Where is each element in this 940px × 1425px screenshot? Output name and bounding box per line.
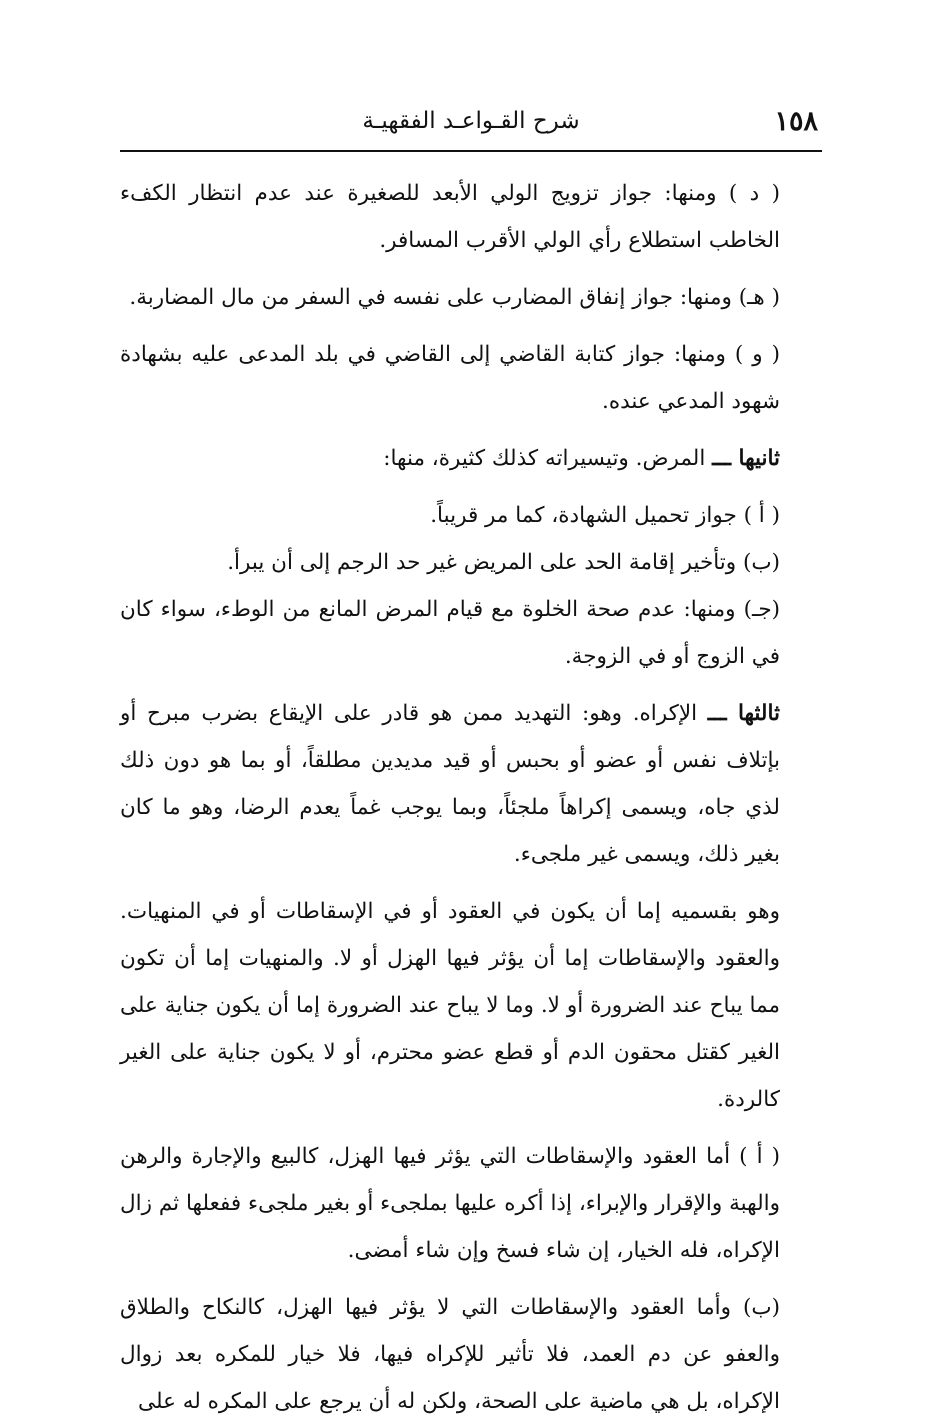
paragraph-b-hadd xyxy=(120,539,818,586)
paragraph-text: (ب) وأما العقود والإسقاطات التي لا يؤثر فيها الهزل، كالنكاح والطلاق والعفو عن دم العمد، فلا تأثير للإكراه فيها، فلا خيار للمكره بعد زوال الإكراه، بل هي ماضية على الصحة، ولكن له أن يرجع على المكره له على xyxy=(120,1295,780,1414)
page-header xyxy=(120,104,822,152)
paragraph-text: ( و ) ومنها: جواز كتابة القاضي إلى القاضي في بلد المدعى عليه بشهادة شهود المدعي عنده. xyxy=(120,342,780,414)
paragraph-a-contracts xyxy=(120,1133,818,1274)
paragraph-lead: ثالثها ـــ xyxy=(707,701,780,726)
page-number: ١٥٨ xyxy=(774,106,818,137)
paragraph-w-qadi xyxy=(120,331,818,425)
paragraph-text: ( أ ) جواز تحميل الشهادة، كما مر قريباً. xyxy=(430,503,780,528)
paragraph-text: المرض. وتيسيراته كذلك كثيرة، منها: xyxy=(383,446,713,471)
paragraph-text: ( د ) ومنها: جواز تزويج الولي الأبعد للصغيرة عند عدم انتظار الكفء الخاطب استطلاع رأي الولي الأقرب المسافر. xyxy=(120,181,780,253)
body-text xyxy=(120,170,818,1425)
paragraph-d-wali xyxy=(120,170,818,264)
paragraph-a-testimony xyxy=(120,492,818,539)
paragraph-b-contracts xyxy=(120,1284,818,1425)
paragraph-second-illness xyxy=(120,435,818,482)
paragraph-text: الإكراه. وهو: التهديد ممن هو قادر على الإيقاع بضرب مبرح أو بإتلاف نفس أو عضو أو بحبس أو قيد مديدين مطلقاً، أو بما هو دون ذلك لذي جاه، ويسمى إكراهاً ملجئاً، وبما يوجب غماً يعدم الرضا، وهو ما كان بغير ذلك، ويسمى غير ملجىء. xyxy=(120,701,780,867)
paragraph-third-coercion xyxy=(120,690,818,878)
paragraph-j-khalwa xyxy=(120,586,818,680)
paragraph-text: (ب) وتأخير إقامة الحد على المريض غير حد الرجم إلى أن يبرأ. xyxy=(227,550,780,575)
running-title: شرح القـواعـد الفقهيـة xyxy=(362,108,580,134)
paragraph-h-mudarib xyxy=(120,274,818,321)
paragraph-text: ( أ ) أما العقود والإسقاطات التي يؤثر فيها الهزل، كالبيع والإجارة والرهن والهبة والإقرار والإبراء، إذا أكره عليها بملجىء أو بغير ملجىء ففعلها ثم زال الإكراه، فله الخيار، إن شاء فسخ وإن شاء أمضى. xyxy=(120,1144,780,1263)
paragraph-text: (جـ) ومنها: عدم صحة الخلوة مع قيام المرض المانع من الوطء، سواء كان في الزوج أو في الزوجة. xyxy=(120,597,780,669)
paragraph-coercion-types xyxy=(120,888,818,1123)
paragraph-text: وهو بقسميه إما أن يكون في العقود أو في الإسقاطات أو في المنهيات. والعقود والإسقاطات إما أن يؤثر فيها الهزل أو لا. والمنهيات إما أن تكون مما يباح عند الضرورة أو لا. وما لا يباح عند الضرورة إما أن يكون جناية على الغير كقتل محقون الدم أو قطع عضو محترم، أو لا يكون جناية على الغير كالردة. xyxy=(120,899,780,1112)
paragraph-lead: ثانيها ـــ xyxy=(712,446,780,471)
paragraph-text: ( هـ) ومنها: جواز إنفاق المضارب على نفسه في السفر من مال المضاربة. xyxy=(129,285,780,310)
